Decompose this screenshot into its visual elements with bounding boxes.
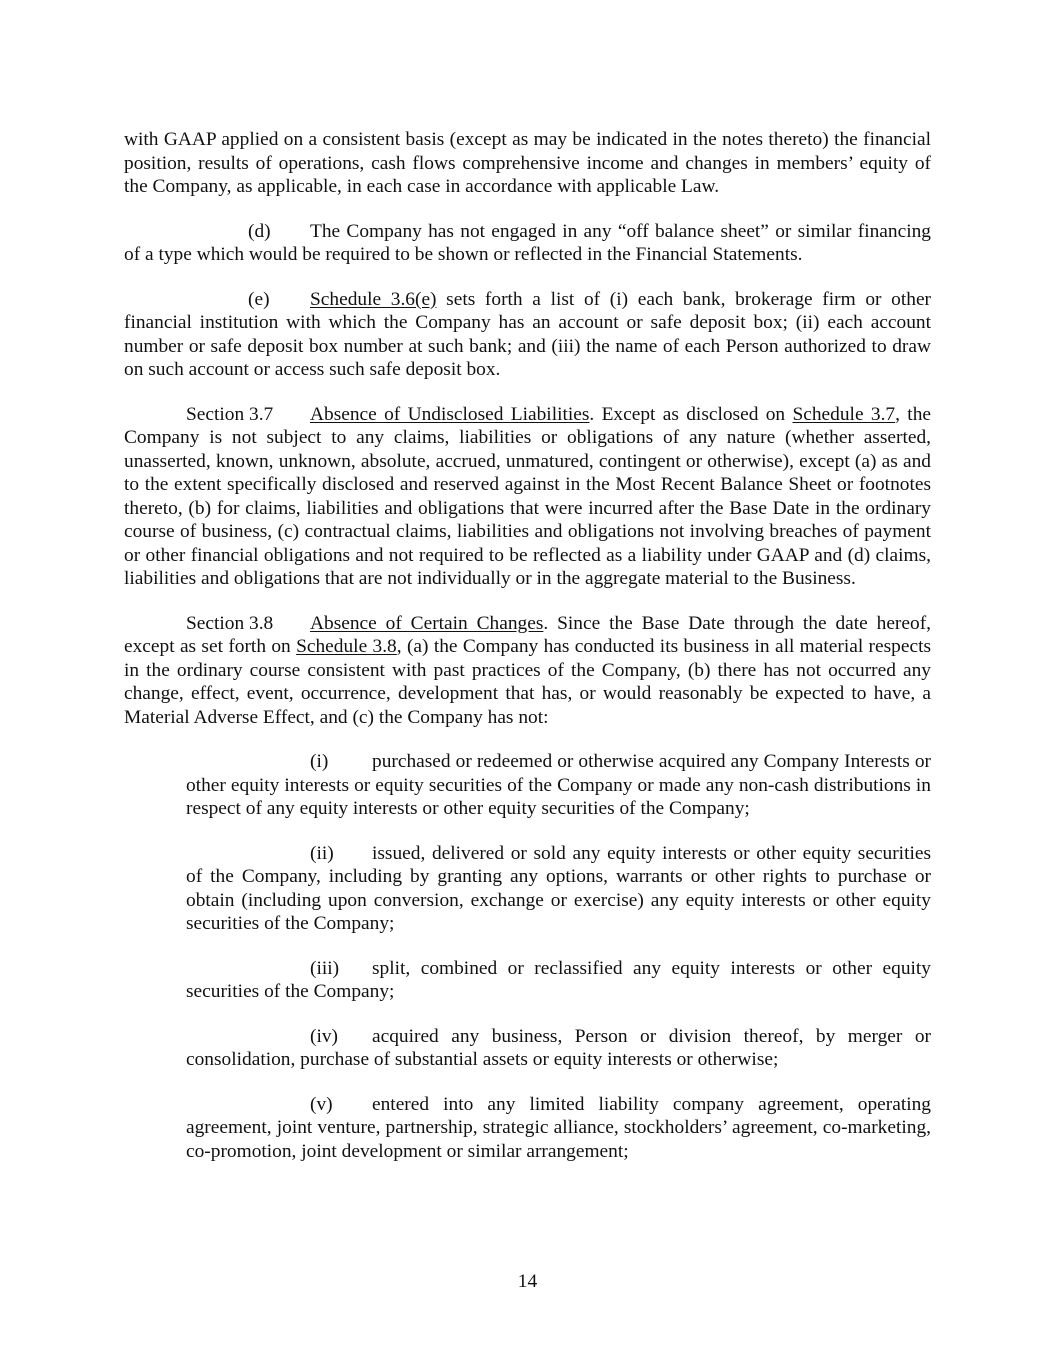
list-item-label: (iv) bbox=[310, 1025, 338, 1047]
section-3-8-lead: . Since the Base Date through the date hereof, except as set forth on bbox=[124, 612, 931, 657]
section-3-8-text: , (a) the Company has conducted its business in all material respects in the ordinary course consistent with past practices of the Company, (b) there has not occurred any change, effect, event, occurrence, development that has, or would reasonably be expected to have, a Material Adverse Effect, and (c) the Company has not: bbox=[124, 636, 931, 728]
list-item-text: acquired any business, Person or division thereof, by merger or consolidation, purchase of substantial assets or equity interests or otherwise; bbox=[186, 1025, 931, 1070]
list-item-i bbox=[186, 750, 931, 821]
list-item-text: purchased or redeemed or otherwise acquired any Company Interests or other equity interests or equity securities of the Company or made any non-cash distributions in respect of any equity interests or other equity securities of the Company; bbox=[186, 751, 931, 819]
list-item-label: (v) bbox=[310, 1093, 333, 1115]
schedule-3-6-e-reference: Schedule 3.6(e) bbox=[310, 288, 437, 310]
section-3-7-number: Section 3.7 bbox=[186, 403, 274, 425]
list-item-iii bbox=[186, 957, 931, 1004]
section-3-8-title: Absence of Certain Changes bbox=[310, 612, 544, 634]
schedule-3-7-reference: Schedule 3.7 bbox=[792, 403, 896, 425]
list-item-label: (i) bbox=[310, 751, 329, 772]
section-3-7-title: Absence of Undisclosed Liabilities bbox=[310, 403, 590, 425]
section-3-7-lead: . Except as disclosed on bbox=[589, 403, 793, 425]
paragraph-e bbox=[124, 288, 931, 382]
paragraph-e-label: (e) bbox=[248, 288, 270, 310]
section-3-8-number: Section 3.8 bbox=[186, 612, 274, 634]
page-number: 14 bbox=[517, 1271, 538, 1292]
list-item-v bbox=[186, 1093, 931, 1164]
paragraph-d bbox=[124, 220, 931, 267]
paragraph-e-text: sets forth a list of (i) each bank, brokerage firm or other financial institution with which the Company has an account or safe deposit box; (ii) each account number or safe deposit box number at such bank; and (iii) the name of each Person authorized to draw on such account or access such safe deposit box. bbox=[124, 288, 932, 380]
paragraph-d-label: (d) bbox=[248, 220, 271, 242]
document-body bbox=[124, 128, 931, 1184]
section-3-7-text: , the Company is not subject to any claims, liabilities or obligations of any nature (whether asserted, unasserted, known, unknown, absolute, accrued, unmatured, contingent or otherwise), except (a) as and to the extent specifically disclosed and reserved against in the Most Recent Balance Sheet or footnotes thereto, (b) for claims, liabilities and obligations that were incurred after the Base Date in the ordinary course of business, (c) contractual claims, liabilities and obligations not involving breaches of payment or other financial obligations and not required to be reflected as a liability under GAAP and (d) claims, liabilities and obligations that are not individually or in the aggregate material to the Business. bbox=[124, 403, 931, 589]
section-3-7 bbox=[124, 403, 931, 591]
section-3-8 bbox=[124, 612, 931, 730]
list-item-text: entered into any limited liability company agreement, operating agreement, joint venture, partnership, strategic alliance, stockholders’ agreement, co-marketing, co-promotion, joint development or similar arrangement; bbox=[186, 1093, 931, 1162]
list-item-iv bbox=[186, 1025, 931, 1072]
schedule-3-8-reference: Schedule 3.8 bbox=[296, 636, 397, 657]
list-item-label: (ii) bbox=[310, 842, 334, 864]
list-item-text: split, combined or reclassified any equity interests or other equity securities of the Company; bbox=[186, 957, 931, 1002]
continuation-paragraph: with GAAP applied on a consistent basis (except as may be indicated in the notes thereto) the financial position, results of operations, cash flows comprehensive income and changes in members’ equity of the Company, as applicable, in each case in accordance with applicable Law. bbox=[124, 129, 931, 197]
list-item-ii bbox=[186, 842, 931, 936]
list-item-text: issued, delivered or sold any equity interests or other equity securities of the Company, including by granting any options, warrants or other rights to purchase or obtain (including upon conversion, exchange or exercise) any equity interests or other equity securities of the Company; bbox=[186, 842, 931, 934]
list-item-label: (iii) bbox=[310, 957, 340, 979]
paragraph-d-text: The Company has not engaged in any “off balance sheet” or similar financing of a type which would be required to be shown or reflected in the Financial Statements. bbox=[124, 220, 931, 265]
